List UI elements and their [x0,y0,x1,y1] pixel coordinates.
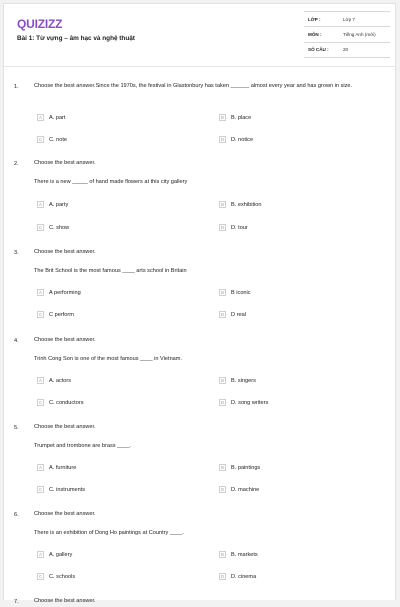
option-text: C. schools [49,573,76,580]
option-letter-box: D [220,574,225,579]
question-text: Choose the best answer. [34,337,96,343]
option-letter-box: A [37,377,44,384]
option-text: B. markets [231,551,258,558]
option-text: B. place [231,114,252,121]
info-row-subject [304,27,390,42]
option-letter-box: D [220,312,225,317]
quiz-info-table [304,11,390,58]
info-label: LỚP : [308,16,321,22]
option-letter-box: D [220,225,225,230]
info-label: MÔN : [308,31,322,37]
question-sentence: There is an exhibition of Dong Ho paintings at Country ____. [34,530,184,536]
option-letter-box: B [219,377,226,384]
option-text: A performing [49,289,81,296]
option-letter-box: A [37,551,44,558]
option-text: B. exhibition [231,201,262,208]
option-text: C. conductors [49,399,84,406]
option-letter-box: A [37,201,44,208]
option-a[interactable] [37,550,72,559]
question-number: 4. [14,338,19,344]
option-a[interactable] [37,288,81,297]
option-d[interactable] [219,398,268,407]
option-b[interactable] [219,376,256,385]
option-text: D. cinema [231,573,257,580]
info-value: 20 [343,47,349,53]
option-letter-box: A [37,464,44,471]
option-b[interactable] [219,113,251,122]
option-letter-box: D [220,400,225,405]
question-number: 2. [14,161,19,167]
option-text: C perform [49,311,74,318]
option-c[interactable] [37,572,75,581]
question-text: Choose the best answer. [34,511,96,517]
option-text: B. paintings [231,464,261,471]
option-d[interactable] [219,572,256,581]
option-letter-box: C [38,487,43,492]
question-text: Choose the best answer.Since the 1970s, the festival in Glastonbury has taken ______ almost every year and has grown in size. [34,83,353,89]
option-c[interactable] [37,223,69,232]
question-text: Choose the best answer. [34,598,96,604]
option-c[interactable] [37,398,84,407]
question-number: 5. [14,425,19,431]
question-sentence: Trinh Cong Son is one of the most famous ____ in Vietnam. [34,356,183,362]
question-text: Choose the best answer. [34,424,96,430]
info-value: Tiếng Anh (mới) [343,31,376,37]
option-d[interactable] [219,310,246,319]
option-text: A. party [49,201,69,208]
option-b[interactable] [219,463,260,472]
option-d[interactable] [219,223,248,232]
question-sentence: There is a new _____ of hand made flowers at this city gallery [34,179,188,185]
option-text: D. machine [231,486,260,493]
option-a[interactable] [37,200,68,209]
info-row-class [304,12,390,27]
option-a[interactable] [37,113,65,122]
header-divider [4,66,395,67]
option-text: A. actors [49,377,72,384]
question-number: 6. [14,512,19,518]
option-letter-box: C [38,312,43,317]
option-b[interactable] [219,288,251,297]
option-c[interactable] [37,135,67,144]
info-value: Lớp 7 [343,16,355,22]
option-text: C. show [49,224,70,231]
question-sentence: Trumpet and trombone are brass ____. [34,443,132,449]
quiz-title: Bài 1: Từ vựng – âm hạc và nghệ thuật [17,35,135,42]
question-number: 1. [14,84,19,90]
option-letter-box: C [38,574,43,579]
option-b[interactable] [219,200,261,209]
option-text: A. furniture [49,464,77,471]
option-text: C. instruments [49,486,86,493]
option-letter-box: C [38,137,43,142]
option-text: D. song writers [231,399,269,406]
info-row-count [304,43,390,58]
option-letter-box: B [219,551,226,558]
option-letter-box: A [37,114,44,121]
option-a[interactable] [37,463,76,472]
quizizz-logo: QUIZIZZ [17,17,63,31]
option-d[interactable] [219,135,253,144]
option-text: A. gallery [49,551,73,558]
option-text: D. notice [231,136,254,143]
option-letter-box: B [219,464,226,471]
question-text: Choose the best answer. [34,160,96,166]
option-c[interactable] [37,310,74,319]
option-text: B. singers [231,377,256,384]
question-sentence: The Brit School is the most famous ____ arts school in Britain [34,268,187,274]
option-letter-box: B [219,201,226,208]
option-letter-box: C [38,400,43,405]
option-text: C. note [49,136,68,143]
option-letter-box: B [219,114,226,121]
option-letter-box: A [37,289,44,296]
option-text: A. part [49,114,66,121]
option-c[interactable] [37,485,85,494]
question-number: 3. [14,250,19,256]
option-text: D. tour [231,224,248,231]
option-text: B iconic [231,289,251,296]
question-text: Choose the best answer. [34,249,96,255]
option-b[interactable] [219,550,258,559]
option-letter-box: C [38,225,43,230]
option-a[interactable] [37,376,71,385]
option-d[interactable] [219,485,259,494]
info-label: SỐ CÂU : [308,47,329,53]
option-letter-box: D [220,137,225,142]
option-text: D real [231,311,246,318]
question-number: 7. [14,599,19,605]
option-letter-box: D [220,487,225,492]
option-letter-box: B [219,289,226,296]
worksheet-page [3,3,396,605]
